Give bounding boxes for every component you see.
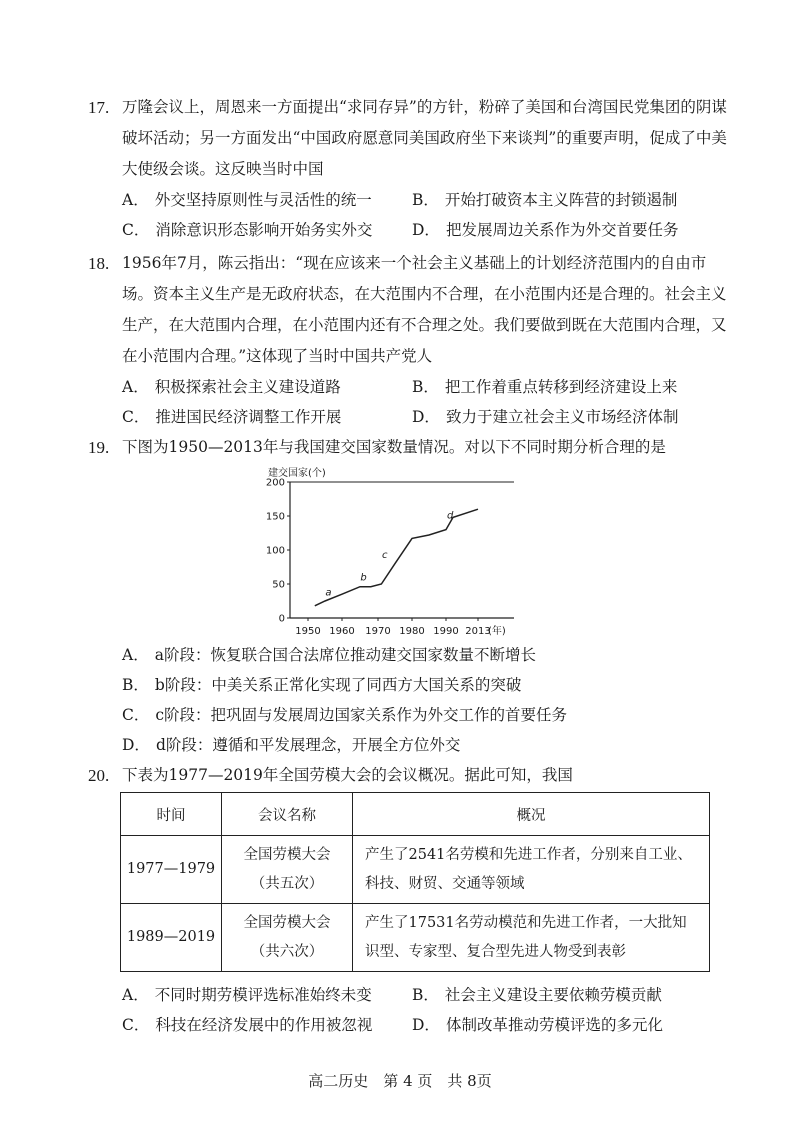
question-stem: 下图为1950—2013年与我国建交国家数量情况。对以下不同时期分析合理的是	[122, 438, 666, 456]
question-20-options	[88, 980, 728, 1040]
x-tick-label: 1970	[365, 626, 391, 637]
diplomatic-relations-chart	[262, 462, 530, 644]
y-tick-label: 200	[265, 477, 285, 489]
option-c[interactable]: C． 科技在经济发展中的作用被忽视	[122, 1016, 373, 1034]
option-c[interactable]: C． c阶段：把巩固与发展周边国家关系作为外交工作的首要任务	[122, 706, 568, 724]
series-line	[315, 509, 478, 606]
question-19	[88, 432, 728, 463]
y-ticks	[266, 478, 290, 625]
option-d[interactable]: D． 致力于建立社会主义市场经济体制	[412, 408, 679, 426]
y-tick-label: 50	[272, 579, 285, 591]
option-c[interactable]: C． 消除意识形态影响开始务实外交	[122, 221, 373, 239]
cell-summary: 产生了2541名劳模和先进工作者，分别来自工业、 科技、财贸、交通等领域	[353, 836, 710, 904]
option-a[interactable]: A． a阶段：恢复联合国合法席位推动建交国家数量不断增长	[122, 646, 536, 664]
options	[122, 980, 728, 1040]
options	[122, 185, 728, 245]
page-footer: 高二历史 第 4 页 共 8页	[308, 1072, 492, 1090]
option-a[interactable]: A． 外交坚持原则性与灵活性的统一	[122, 191, 372, 209]
cell-time: 1977—1979	[121, 836, 222, 904]
x-tick-label: 1950	[295, 626, 321, 637]
option-b[interactable]: B． 开始打破资本主义阵营的封锁遏制	[412, 191, 678, 209]
options	[122, 640, 728, 760]
option-b[interactable]: B． 把工作着重点转移到经济建设上来	[412, 378, 678, 396]
option-a[interactable]: A． 不同时期劳模评选标准始终未变	[122, 986, 372, 1004]
table-header-row	[121, 793, 710, 836]
question-stem: 1956年7月，陈云指出：“现在应该来一个社会主义基础上的计划经济范围内的自由市场。资本主义生产是无政府状态，在大范围内不合理，在小范围内还是合理的。社会主义生产，在大范围内合理，在小范围内还有不合理之处。我们要做到既在大范围内合理，又在小范围内合理。”这体现了当时中国共产党人	[122, 254, 727, 365]
options	[122, 372, 728, 432]
option-b[interactable]: B． b阶段：中美关系正常化实现了同西方大国关系的突破	[122, 676, 522, 694]
option-a[interactable]: A． 积极探索社会主义建设道路	[122, 378, 341, 396]
conference-table	[120, 792, 710, 972]
cell-name: 全国劳模大会 （共六次）	[222, 904, 353, 972]
option-b[interactable]: B． 社会主义建设主要依赖劳模贡献	[412, 986, 662, 1004]
x-tick-label: 1990	[433, 626, 459, 637]
y-tick-label: 150	[265, 511, 285, 523]
header-summary: 概况	[353, 793, 710, 836]
stage-label-c: c	[382, 550, 388, 562]
question-17	[88, 92, 728, 245]
header-name: 会议名称	[222, 793, 353, 836]
x-tick-label: 2013	[465, 626, 491, 637]
question-stem: 下表为1977—2019年全国劳模大会的会议概况。据此可知，我国	[122, 766, 573, 784]
x-tick-label: 1960	[329, 626, 355, 637]
table-row	[121, 836, 710, 904]
question-number: 19.	[88, 438, 110, 457]
option-c[interactable]: C． 推进国民经济调整工作开展	[122, 408, 342, 426]
question-number: 20.	[88, 766, 110, 785]
option-d[interactable]: D． 体制改革推动劳模评选的多元化	[412, 1016, 663, 1034]
cell-time: 1989—2019	[121, 904, 222, 972]
cell-summary: 产生了17531名劳动模范和先进工作者，一大批知 识型、专家型、复合型先进人物受到表彰	[353, 904, 710, 972]
question-20	[88, 760, 728, 791]
question-number: 17.	[88, 98, 110, 117]
option-d[interactable]: D． d阶段：遵循和平发展理念，开展全方位外交	[122, 736, 461, 754]
y-axis-label: 建交国家(个)	[268, 468, 326, 479]
stage-label-b: b	[360, 572, 367, 584]
stage-annotations	[325, 511, 454, 599]
stage-label-d: d	[446, 510, 454, 522]
y-tick-label: 100	[265, 545, 285, 557]
x-ticks	[295, 618, 490, 637]
question-stem: 万隆会议上，周恩来一方面提出“求同存异”的方针，粉碎了美国和台湾国民党集团的阴谋破坏活动；另一方面发出“中国政府愿意同美国政府坐下来谈判”的重要声明，促成了中美大使级会谈。这反映当时中国	[122, 98, 727, 178]
stage-label-a: a	[325, 587, 332, 599]
x-axis-label: (年)	[488, 626, 506, 637]
question-19-options	[88, 640, 728, 760]
header-time: 时间	[121, 793, 222, 836]
table-row	[121, 904, 710, 972]
cell-name: 全国劳模大会 （共五次）	[222, 836, 353, 904]
y-tick-label: 0	[278, 613, 285, 625]
question-18	[88, 248, 728, 432]
question-number: 18.	[88, 254, 110, 273]
x-tick-label: 1980	[399, 626, 425, 637]
option-d[interactable]: D． 把发展周边关系作为外交首要任务	[412, 221, 679, 239]
